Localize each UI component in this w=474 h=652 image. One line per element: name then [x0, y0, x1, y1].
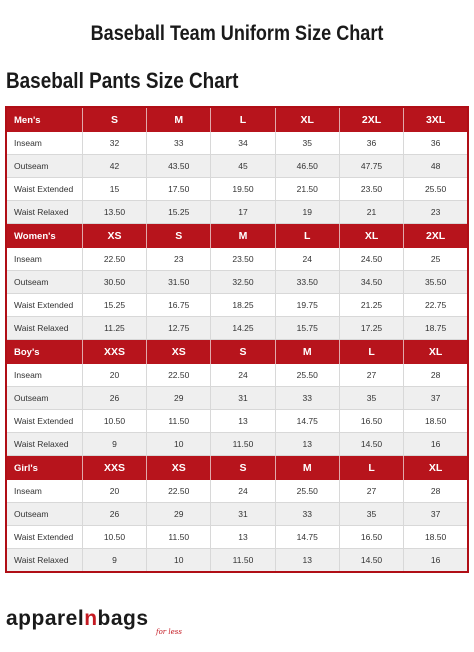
measurement-value: 10.50 — [82, 410, 146, 433]
measurement-label: Outseam — [6, 155, 82, 178]
brand-logo — [6, 607, 149, 637]
measurement-value: 16.75 — [147, 294, 211, 317]
size-header-cell: M — [211, 224, 275, 249]
measurement-value: 14.75 — [275, 410, 339, 433]
measurement-value: 14.75 — [275, 526, 339, 549]
measurement-value: 18.25 — [211, 294, 275, 317]
measurement-value: 22.50 — [147, 480, 211, 503]
measurement-value: 19 — [275, 201, 339, 224]
size-header-cell: L — [211, 107, 275, 132]
measurement-value: 18.50 — [404, 526, 468, 549]
table-row — [6, 178, 468, 201]
measurement-label: Waist Extended — [6, 178, 82, 201]
measurement-value: 25.50 — [275, 364, 339, 387]
measurement-label: Waist Relaxed — [6, 201, 82, 224]
measurement-value: 28 — [404, 364, 468, 387]
measurement-value: 23.50 — [339, 178, 403, 201]
logo-text-bags: bags — [97, 607, 149, 630]
size-header-cell: XL — [339, 224, 403, 249]
measurement-value: 22.50 — [82, 248, 146, 271]
measurement-label: Inseam — [6, 132, 82, 155]
section-title: Baseball Pants Size Chart — [6, 68, 239, 93]
measurement-value: 13 — [275, 549, 339, 573]
measurement-value: 34 — [211, 132, 275, 155]
measurement-value: 23 — [404, 201, 468, 224]
measurement-value: 10 — [147, 549, 211, 573]
measurement-value: 16 — [404, 433, 468, 456]
measurement-value: 24 — [211, 364, 275, 387]
measurement-value: 19.50 — [211, 178, 275, 201]
measurement-value: 15.75 — [275, 317, 339, 340]
measurement-value: 13 — [275, 433, 339, 456]
measurement-value: 43.50 — [147, 155, 211, 178]
measurement-value: 13.50 — [82, 201, 146, 224]
measurement-value: 9 — [82, 433, 146, 456]
measurement-value: 11.25 — [82, 317, 146, 340]
measurement-value: 15 — [82, 178, 146, 201]
measurement-value: 45 — [211, 155, 275, 178]
size-header-cell: S — [82, 107, 146, 132]
measurement-value: 29 — [147, 503, 211, 526]
size-chart-body — [6, 107, 468, 572]
measurement-value: 29 — [147, 387, 211, 410]
measurement-value: 17.25 — [339, 317, 403, 340]
measurement-value: 31 — [211, 503, 275, 526]
table-row — [6, 364, 468, 387]
measurement-value: 46.50 — [275, 155, 339, 178]
size-header-cell: XL — [275, 107, 339, 132]
table-row — [6, 155, 468, 178]
measurement-value: 35 — [339, 503, 403, 526]
measurement-label: Outseam — [6, 271, 82, 294]
measurement-value: 36 — [404, 132, 468, 155]
measurement-value: 21.50 — [275, 178, 339, 201]
measurement-value: 20 — [82, 480, 146, 503]
logo-text-apparel: apparel — [6, 607, 85, 630]
measurement-value: 22.75 — [404, 294, 468, 317]
measurement-value: 32.50 — [211, 271, 275, 294]
measurement-label: Waist Relaxed — [6, 433, 82, 456]
measurement-value: 24.50 — [339, 248, 403, 271]
size-header-cell: M — [147, 107, 211, 132]
measurement-value: 22.50 — [147, 364, 211, 387]
measurement-value: 35.50 — [404, 271, 468, 294]
measurement-value: 25 — [404, 248, 468, 271]
measurement-value: 25.50 — [404, 178, 468, 201]
measurement-value: 9 — [82, 549, 146, 573]
measurement-label: Outseam — [6, 387, 82, 410]
measurement-value: 18.50 — [404, 410, 468, 433]
measurement-value: 26 — [82, 503, 146, 526]
measurement-value: 17.50 — [147, 178, 211, 201]
measurement-value: 37 — [404, 387, 468, 410]
table-row — [6, 526, 468, 549]
size-header-cell: S — [211, 456, 275, 481]
measurement-value: 32 — [82, 132, 146, 155]
measurement-value: 11.50 — [211, 433, 275, 456]
size-header-cell: 3XL — [404, 107, 468, 132]
measurement-value: 15.25 — [82, 294, 146, 317]
measurement-value: 15.25 — [147, 201, 211, 224]
table-row — [6, 317, 468, 340]
size-header-cell: S — [211, 340, 275, 365]
section-header-row — [6, 107, 468, 132]
table-row — [6, 503, 468, 526]
measurement-value: 34.50 — [339, 271, 403, 294]
measurement-value: 31.50 — [147, 271, 211, 294]
measurement-value: 24 — [275, 248, 339, 271]
size-header-cell: XS — [147, 456, 211, 481]
logo-tagline: for less — [156, 628, 182, 636]
measurement-value: 13 — [211, 410, 275, 433]
section-header-label: Women's — [6, 224, 82, 249]
measurement-value: 12.75 — [147, 317, 211, 340]
measurement-value: 37 — [404, 503, 468, 526]
size-chart-table — [5, 106, 469, 573]
measurement-label: Inseam — [6, 364, 82, 387]
table-row — [6, 480, 468, 503]
measurement-value: 23.50 — [211, 248, 275, 271]
measurement-value: 16.50 — [339, 410, 403, 433]
measurement-value: 25.50 — [275, 480, 339, 503]
size-header-cell: XL — [404, 456, 468, 481]
measurement-value: 24 — [211, 480, 275, 503]
section-header-row — [6, 456, 468, 481]
measurement-value: 11.50 — [147, 410, 211, 433]
table-row — [6, 294, 468, 317]
measurement-value: 33 — [275, 503, 339, 526]
size-header-cell: L — [339, 456, 403, 481]
measurement-value: 10 — [147, 433, 211, 456]
measurement-value: 35 — [275, 132, 339, 155]
measurement-value: 42 — [82, 155, 146, 178]
measurement-value: 21.25 — [339, 294, 403, 317]
table-row — [6, 248, 468, 271]
measurement-value: 48 — [404, 155, 468, 178]
size-header-cell: XS — [147, 340, 211, 365]
size-header-cell: XXS — [82, 340, 146, 365]
measurement-label: Waist Relaxed — [6, 317, 82, 340]
measurement-value: 14.50 — [339, 433, 403, 456]
measurement-label: Waist Extended — [6, 526, 82, 549]
size-header-cell: XXS — [82, 456, 146, 481]
measurement-value: 14.50 — [339, 549, 403, 573]
measurement-value: 17 — [211, 201, 275, 224]
measurement-value: 21 — [339, 201, 403, 224]
measurement-value: 23 — [147, 248, 211, 271]
measurement-value: 27 — [339, 480, 403, 503]
measurement-value: 14.25 — [211, 317, 275, 340]
size-header-cell: 2XL — [404, 224, 468, 249]
measurement-value: 18.75 — [404, 317, 468, 340]
measurement-label: Waist Relaxed — [6, 549, 82, 573]
measurement-value: 33.50 — [275, 271, 339, 294]
section-header-row — [6, 224, 468, 249]
table-row — [6, 201, 468, 224]
measurement-value: 11.50 — [211, 549, 275, 573]
table-row — [6, 132, 468, 155]
section-header-row — [6, 340, 468, 365]
size-header-cell: XS — [82, 224, 146, 249]
measurement-value: 11.50 — [147, 526, 211, 549]
section-header-label: Girl's — [6, 456, 82, 481]
logo-text-n: n — [84, 607, 98, 630]
measurement-value: 19.75 — [275, 294, 339, 317]
measurement-label: Inseam — [6, 480, 82, 503]
section-header-label: Men's — [6, 107, 82, 132]
table-row — [6, 387, 468, 410]
measurement-label: Waist Extended — [6, 410, 82, 433]
measurement-label: Waist Extended — [6, 294, 82, 317]
table-row — [6, 271, 468, 294]
measurement-value: 20 — [82, 364, 146, 387]
measurement-value: 13 — [211, 526, 275, 549]
section-header-label: Boy's — [6, 340, 82, 365]
measurement-value: 47.75 — [339, 155, 403, 178]
measurement-value: 16.50 — [339, 526, 403, 549]
page-title: Baseball Team Uniform Size Chart — [90, 22, 384, 45]
size-header-cell: S — [147, 224, 211, 249]
size-header-cell: M — [275, 456, 339, 481]
measurement-value: 33 — [147, 132, 211, 155]
table-row — [6, 433, 468, 456]
size-header-cell: 2XL — [339, 107, 403, 132]
measurement-value: 28 — [404, 480, 468, 503]
size-header-cell: L — [339, 340, 403, 365]
measurement-value: 33 — [275, 387, 339, 410]
measurement-value: 30.50 — [82, 271, 146, 294]
table-row — [6, 549, 468, 573]
size-header-cell: XL — [404, 340, 468, 365]
measurement-value: 26 — [82, 387, 146, 410]
measurement-label: Outseam — [6, 503, 82, 526]
size-header-cell: M — [275, 340, 339, 365]
measurement-value: 27 — [339, 364, 403, 387]
size-header-cell: L — [275, 224, 339, 249]
table-row — [6, 410, 468, 433]
measurement-value: 36 — [339, 132, 403, 155]
measurement-value: 35 — [339, 387, 403, 410]
measurement-value: 16 — [404, 549, 468, 573]
measurement-value: 10.50 — [82, 526, 146, 549]
measurement-value: 31 — [211, 387, 275, 410]
measurement-label: Inseam — [6, 248, 82, 271]
